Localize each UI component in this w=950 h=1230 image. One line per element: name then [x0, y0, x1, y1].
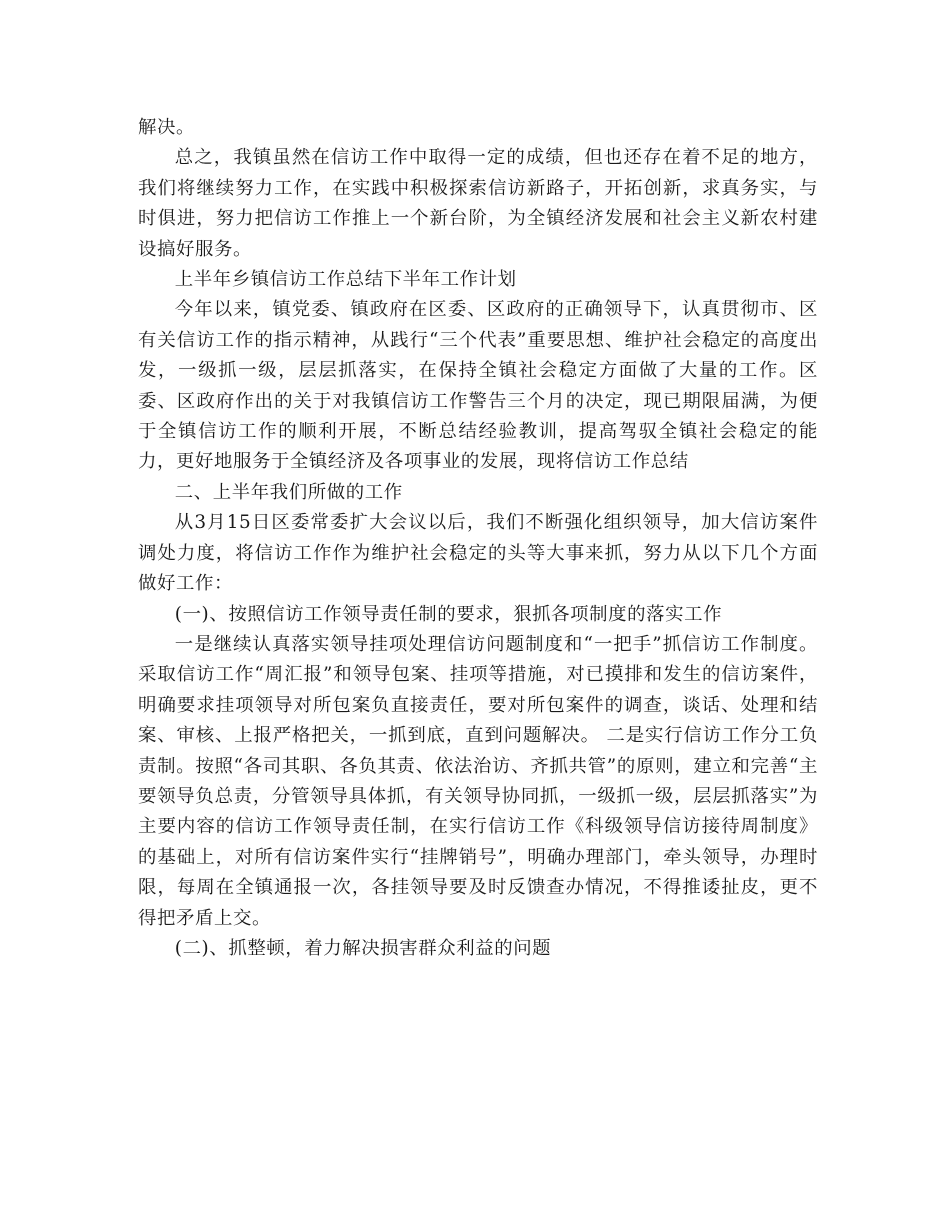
heading-work-done: 二、上半年我们所做的工作 [174, 481, 403, 503]
document-body [138, 113, 818, 964]
continued-paragraph: 解决。 [138, 117, 195, 138]
conclusion-paragraph: 总之，我镇虽然在信访工作中取得一定的成绩，但也还存在着不足的地方，我们将继续努力工作，在实践中积极探索信访新路子，开拓创新，求真务实，与时俱进，努力把信访工作推上一个新台阶，为全镇经济发展和社会主义新农村建设搞好服务。 [138, 147, 818, 260]
sub-heading-rectification: (二)、抓整顿，着力解决损害群众利益的问题 [174, 937, 552, 959]
work-intro-paragraph: 从3月15日区委常委扩大会议以后，我们不断强化组织领导，加大信访案件调处力度，将信访工作作为维护社会稳定的头等大事来抓，努力从以下几个方面做好工作： [138, 512, 818, 595]
responsibility-paragraph: 一是继续认真落实领导挂项处理信访问题制度和“一把手”抓信访工作制度。采取信访工作“周汇报”和领导包案、挂项等措施，对已摸排和发生的信访案件，明确要求挂项领导对所包案负直接责任，要对所包案件的调查，谈话、处理和结案、审核、上报严格把关，一抓到底，直到问题解决。 二是实行信访工作分工负责制。按照“各司其职、各负其责、依法治访、齐抓共管”的原则，建立和完善“主要领导负总责，分管领导具体抓，有关领导协同抓，一级抓一级，层层抓落实”为主要内容的信访工作领导责任制，在实行信访工作《科级领导信访接待周制度》的基础上，对所有信访案件实行“挂牌销号”，明确办理部门，牵头领导，办理时限，每周在全镇通报一次，各挂领导要及时反馈查办情况，不得推诿扯皮，更不得把矛盾上交。 [138, 633, 818, 929]
intro-paragraph: 今年以来，镇党委、镇政府在区委、区政府的正确领导下，认真贯彻市、区有关信访工作的指示精神，从践行“三个代表”重要思想、维护社会稳定的高度出发，一级抓一级，层层抓落实，在保持全镇社会稳定方面做了大量的工作。区委、区政府作出的关于对我镇信访工作警告三个月的决定，现已期限届满，为便于全镇信访工作的顺利开展，不断总结经验教训，提高驾驭全镇社会稳定的能力，更好地服务于全镇经济及各项事业的发展，现将信访工作总结 [138, 299, 818, 473]
section-title: 上半年乡镇信访工作总结下半年工作计划 [174, 269, 517, 291]
sub-heading-responsibility: (一)、按照信访工作领导责任制的要求，狠抓各项制度的落实工作 [174, 603, 723, 625]
